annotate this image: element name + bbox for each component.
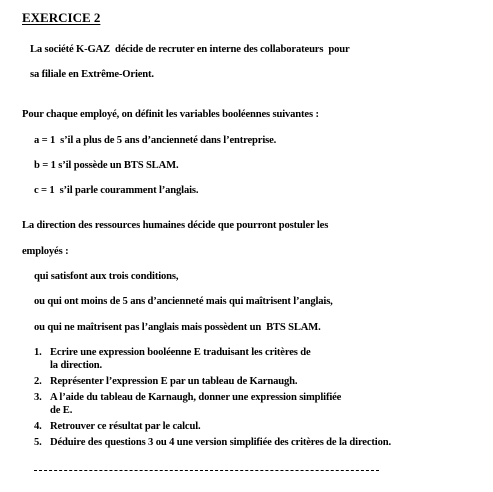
exercise-title: EXERCICE 2 xyxy=(22,10,101,25)
question-text: Ecrire une expression booléenne E traduisant les critères de la direction. xyxy=(50,347,311,371)
direction-intro-line-1: La direction des ressources humaines décide que pourront postuler les xyxy=(22,220,329,231)
intro-line-2: sa filiale en Extrême-Orient. xyxy=(30,69,154,80)
question-text: A l’aide du tableau de Karnaugh, donner une expression simplifiée de E. xyxy=(50,392,342,416)
question-item-2 xyxy=(34,375,484,388)
question-number: 3. xyxy=(34,392,42,403)
condition-1: qui satisfont aux trois conditions, xyxy=(34,271,179,282)
question-text: Déduire des questions 3 ou 4 une version simplifiée des critères de la direction. xyxy=(50,437,391,448)
question-item-4 xyxy=(34,420,484,433)
question-item-3 xyxy=(34,391,484,417)
variable-a: a = 1 s’il a plus de 5 ans d’ancienneté dans l’entreprise. xyxy=(34,135,277,146)
question-text: Retrouver ce résultat par le calcul. xyxy=(50,421,201,432)
intro-line-1: La société K-GAZ décide de recruter en interne des collaborateurs pour xyxy=(30,44,350,55)
questions-list xyxy=(34,346,484,452)
variable-c: c = 1 s’il parle couramment l’anglais. xyxy=(34,185,199,196)
question-text: Représenter l’expression E par un tableau de Karnaugh. xyxy=(50,376,298,387)
variable-b: b = 1 s’il possède un BTS SLAM. xyxy=(34,160,179,171)
condition-2: ou qui ont moins de 5 ans d’ancienneté mais qui maîtrisent l’anglais, xyxy=(34,296,333,307)
question-number: 1. xyxy=(34,347,42,358)
question-item-5 xyxy=(34,436,484,449)
question-item-1 xyxy=(34,346,484,372)
variables-intro: Pour chaque employé, on définit les variables booléennes suivantes : xyxy=(22,109,319,120)
dashed-separator xyxy=(34,470,379,471)
condition-3: ou qui ne maîtrisent pas l’anglais mais possèdent un BTS SLAM. xyxy=(34,322,321,333)
question-number: 5. xyxy=(34,437,42,448)
question-number: 2. xyxy=(34,376,42,387)
question-number: 4. xyxy=(34,421,42,432)
direction-intro-line-2: employés : xyxy=(22,246,69,257)
